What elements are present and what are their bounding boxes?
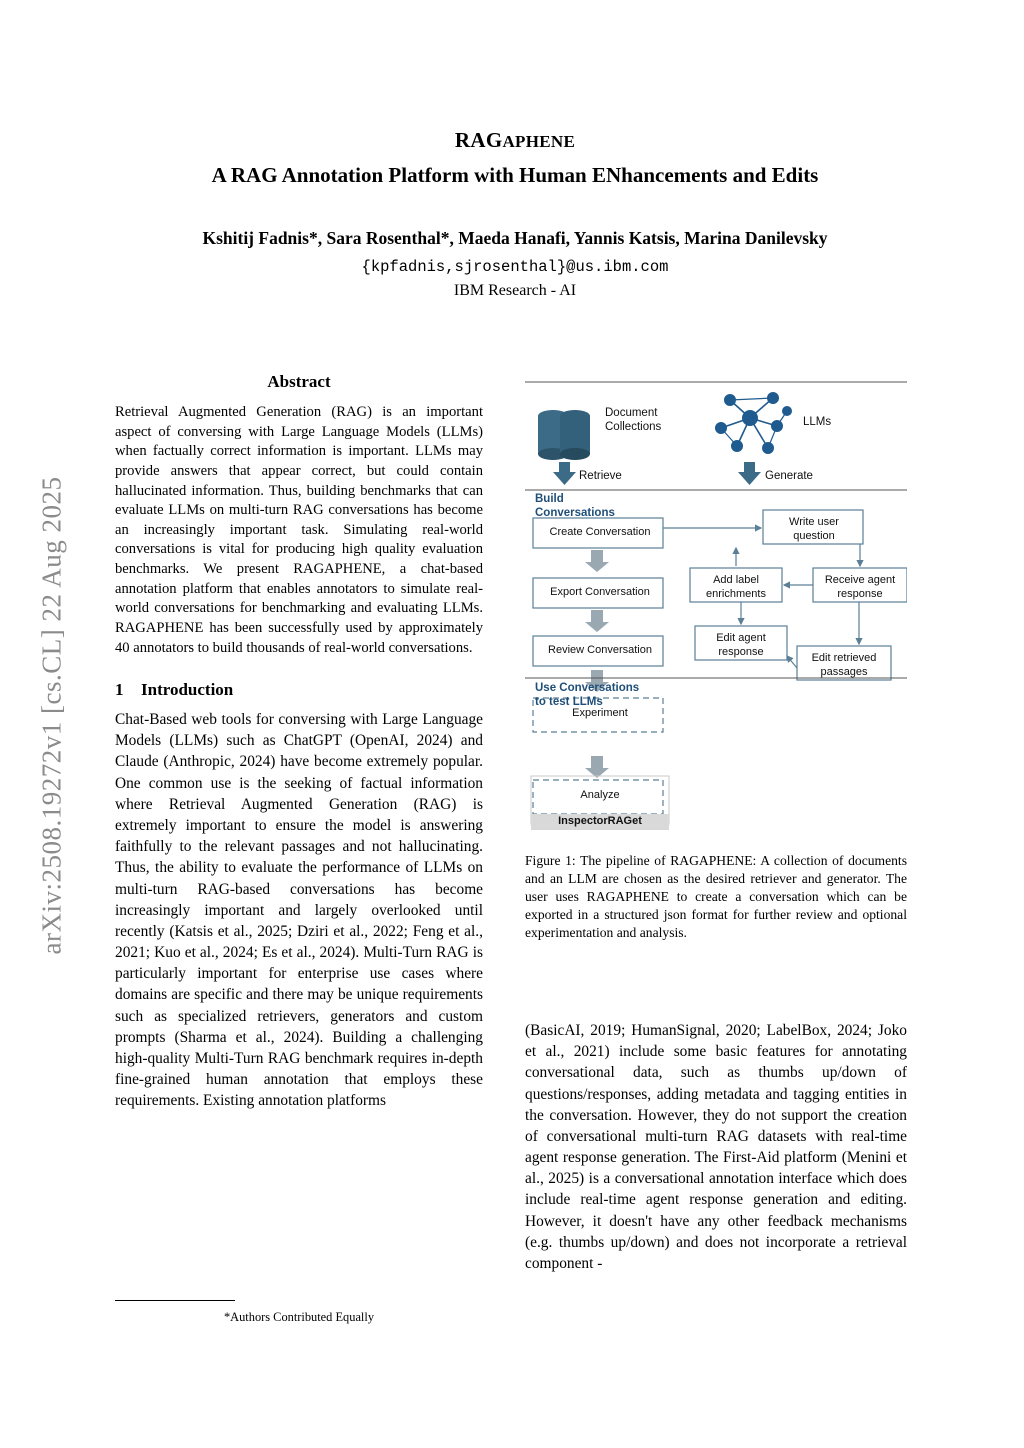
figure-label-passages: passages [820,665,868,678]
section-number: 1 [115,680,124,700]
abstract-heading: Abstract [267,372,331,391]
figure-label-generate: Generate [765,470,813,482]
figure-1 [525,378,907,942]
figure-label-edit-retrieved-passages [801,652,887,680]
introduction-paragraph: Chat-Based web tools for conversing with Large Language Models (LLMs) such as ChatGPT (OpenAI, 2024) and Claude (Anthropic, 2024) have become extremely popular. One common use is the seeking of factual information where Retrieval Augmented Generation (RAG) is extremely important to ensure the model is answering faithfully to the relevant passages and not hallucinating. Thus, the ability to evaluate the performance of LLMs on multi-turn RAG-based conversations has become increasingly important and largely overlooked until recently (Katsis et al., 2025; Dziri et al., 2022; Feng et al., 2021; Kuo et al., 2024; Es et al., 2024). Multi-Turn RAG is particularly important for enterprise use cases where domains are specific and there may be unique requirements such as specialized retrievers, generators and custom prompts (Sharma et al., 2024). Building a challenging high-quality Multi-Turn RAG benchmark requires in-depth fine-grained human annotation that employs these requirements. Existing annotation platforms [115,711,483,1110]
figure-label-response-2: response [718,645,764,658]
retrieve-arrow [553,462,576,485]
arxiv-stamp: arXiv:2508.19272v1 [cs.CL] 22 Aug 2025 [36,476,67,955]
paper-subtitle: A RAG Annotation Platform with Human ENhancements and Edits [211,163,819,187]
figure-label-receive-agent-response [817,574,903,602]
paper-title-smallcaps: APHENE [502,132,576,151]
author-affiliation: IBM Research - AI [453,282,577,299]
figure-label-document-collections [605,406,661,435]
llm-network-icon [716,393,792,454]
figure-label-use-conversations-2: to test LLMs [535,695,603,708]
paper-title-main: RAG [454,128,503,152]
section-heading-introduction [115,680,483,700]
figure-graphic [525,378,907,838]
figure-label-build-conversations [535,493,615,521]
figure-label-add-label: Add label [713,574,759,586]
figure-label-edit-retrieved: Edit retrieved [811,652,877,664]
figure-caption: Figure 1: The pipeline of RAGAPHENE: A collection of documents and an LLM are chosen as the desired retriever and generator. The user uses RAGAPHENE to create a conversation which can be exported in a structured json format for further review and optional experimentation and analysis. [525,853,907,941]
figure-label-edit-agent-response [698,632,784,660]
author-email: {kpfadnis,sjrosenthal}@us.ibm.com [361,258,669,276]
title-block [110,128,920,188]
figure-label-edit-agent: Edit agent [716,632,766,644]
figure-label-build: Build [535,493,564,505]
figure-label-export-conversation: Export Conversation [550,586,650,598]
figure-label-write-user: Write user [789,516,839,528]
figure-label-collections: Collections [605,421,662,434]
figure-label-llms: LLMs [803,416,832,428]
figure-label-use-conversations-1: Use Conversations [535,682,640,694]
figure-label-write-user-question [769,516,859,544]
figure-label-use-conversations [535,682,639,710]
figure-label-review-conversation: Review Conversation [548,644,652,656]
figure-label-add-label-enrichments [693,574,779,602]
section-title: Introduction [141,680,234,700]
footnote-rule [115,1300,235,1301]
related-work-paragraph: (BasicAI, 2019; HumanSignal, 2020; LabelBox, 2024; Joko et al., 2021) include some basic features for annotating conversational data, such as thumbs up/down of questions/responses, adding metadata and tagging entities in the conversation. However, they do not support the creation of conversational multi-turn RAG datasets with real-time agent response generation. The First-Aid platform (Menini et al., 2025) is a conversational annotation interface which does include real-time agent response generation and editing. However, it doesn't have any other feedback mechanisms (e.g. thumbs up/down) and does not incorporate a retrieval component - [525,1022,907,1272]
figure-label-create-conversation: Create Conversation [549,526,651,538]
figure-label-retrieve: Retrieve [579,470,622,482]
figure-label-experiment: Experiment [572,707,628,719]
pipeline-diagram [525,378,907,838]
document-collections-icon [538,410,590,460]
figure-label-receive-agent: Receive agent [824,574,896,586]
author-block [110,228,920,300]
footnote-text: *Authors Contributed Equally [223,1310,375,1324]
author-names: Kshitij Fadnis*, Sara Rosenthal*, Maeda Hanafi, Yannis Katsis, Marina Danilevsky [202,228,828,248]
figure-label-response-1: response [837,587,883,600]
right-column-text [525,1020,907,1274]
figure-label-conversations: Conversations [535,506,615,519]
abstract-text: Retrieval Augmented Generation (RAG) is an important aspect of conversing with Large Language Models (LLMs) when factually correct information is important. LLMs may provide answers that appear correct, but could contain hallucinated information. Thus, building benchmarks that can evaluate LLMs on multi-turn RAG conversations has become an increasingly important task. Simulating real-world conversations is vital for producing high quality evaluation benchmarks. We present RAGAPHENE, a chat-based annotation platform that enables annotators to simulate real-world conversations for benchmarking and evaluating LLMs. RAGAPHENE has been successfully used by approximately 40 annotators to build thousands of real-world conversations. [115,404,483,656]
left-column [115,372,483,1111]
figure-label-inspectorraget: InspectorRAGet [558,815,642,827]
figure-label-analyze: Analyze [580,789,620,801]
figure-label-question: question [793,529,835,542]
paper-title-line1 [110,128,920,153]
generate-arrow [738,462,761,485]
figure-label-enrichments: enrichments [706,587,766,600]
figure-label-document: Document [605,407,658,419]
